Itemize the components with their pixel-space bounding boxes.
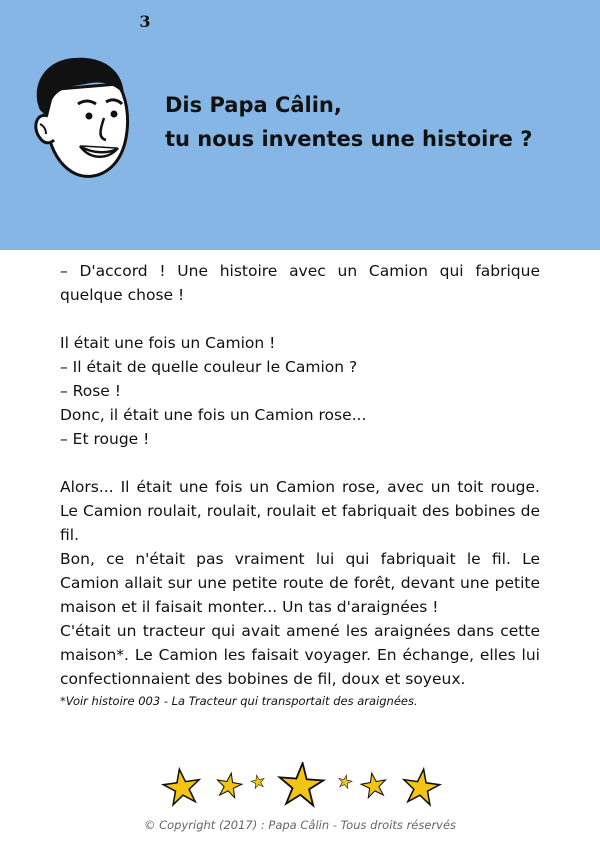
- star-icon: [161, 767, 202, 806]
- story-paragraph: – Il était de quelle couleur le Camion ?: [60, 358, 358, 376]
- story-text: [60, 259, 540, 709]
- paragraph-gap: [60, 451, 540, 475]
- page-title: [165, 88, 585, 156]
- copyright-notice: © Copyright (2017) : Papa Câlin - Tous droits réservés: [143, 818, 457, 832]
- story-paragraph: Il était une fois un Camion !: [60, 334, 276, 352]
- story-paragraph: – Et rouge !: [60, 430, 150, 448]
- page-number-star-icon: [278, 762, 325, 806]
- star-icon: [337, 774, 353, 789]
- stars-decoration: [156, 762, 446, 810]
- star-icon: [360, 771, 388, 798]
- paragraph-gap: [60, 307, 540, 331]
- papa-calin-face-icon: [26, 54, 134, 184]
- story-paragraph: Bon, ce n'était pas vraiment lui qui fabriquait le fil. Le Camion allait sur une petite route de forêt, devant une petite maison et il faisait monter... Un tas d'araignées !: [60, 550, 540, 616]
- story-paragraph: Donc, il était une fois un Camion rose...: [60, 406, 367, 424]
- story-paragraph: – D'accord ! Une histoire avec un Camion qui fabrique quelque chose !: [60, 262, 540, 304]
- story-paragraph: Alors... Il était une fois un Camion rose, avec un toit rouge. Le Camion roulait, roulait, roulait et fabriquait des bobines de fil.: [60, 478, 540, 544]
- page-number-label: 3: [139, 12, 151, 31]
- story-paragraph: – Rose !: [60, 382, 121, 400]
- title-line-1: Dis Papa Câlin,: [165, 93, 342, 117]
- star-icon: [250, 774, 266, 789]
- footnote: *Voir histoire 003 - La Tracteur qui transportait des araignées.: [60, 694, 418, 708]
- title-line-2: tu nous inventes une histoire ?: [165, 127, 533, 151]
- star-icon: [215, 771, 243, 798]
- header-banner: [0, 0, 600, 250]
- star-icon: [401, 767, 442, 806]
- story-paragraph: C'était un tracteur qui avait amené les araignées dans cette maison*. Le Camion les faisait voyager. En échange, elles lui confectionnaient des bobines de fil, doux et soyeux.: [60, 622, 540, 688]
